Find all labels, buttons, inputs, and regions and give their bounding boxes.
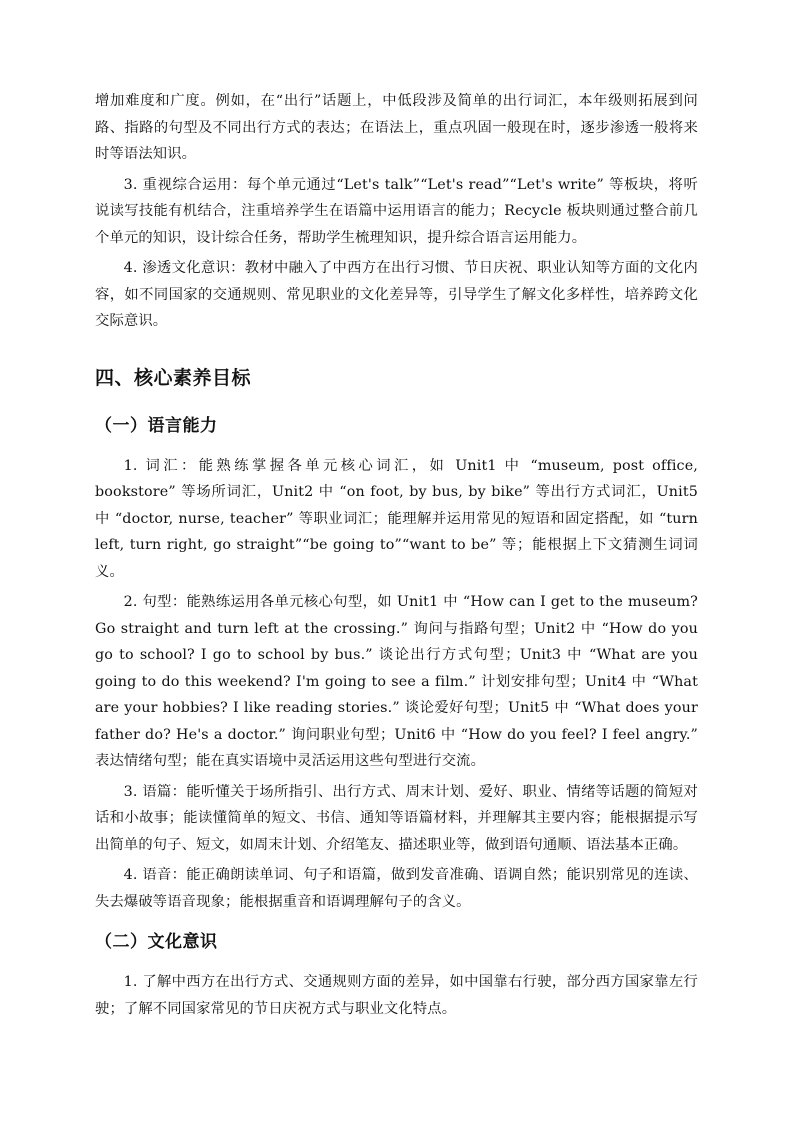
section-heading-core-literacy: 四、核心素养目标 [95,366,252,389]
language-item-vocabulary: 1. 词汇：能熟练掌握各单元核心词汇，如 Unit1 中 “museum, post office, bookstore” 等场所词汇，Unit2 中 “on foot, by bus, by bike” 等出行方式词汇，Unit5 中 “doctor, nurse, teacher” 等职业词汇；能理解并运用常见的短语和固定搭配，如 “turn left, turn right, go straight”“be going to”“want to be” 等；能根据上下文猜测生词词义。 [95,457,698,580]
subsection-heading-cultural-awareness: （二）文化意识 [95,932,218,952]
language-item-sentence-patterns: 2. 句型：能熟练运用各单元核心句型，如 Unit1 中 “How can I get to the museum? Go straight and turn left at the crossing.” 询问与指路句型；Unit2 中 “How do you go to school? I go to school by bus.” 谈论出行方式句型；Unit3 中 “What are you going to do this weekend? I'm going to see a film.” 计划安排句型；Unit4 中 “What are your hobbies? I like reading stories.” 谈论爱好句型；Unit5 中 “What does your father do? He's a doctor.” 询问职业句型；Unit6 中 “How do you feel? I feel angry.” 表达情绪句型；能在真实语境中灵活运用这些句型进行交流。 [95,594,698,769]
page-content [95,88,698,1026]
intro-continuation-paragraph: 增加难度和广度。例如，在“出行”话题上，中低段涉及简单的出行词汇，本年级则拓展到问路、指路的句型及不同出行方式的表达；在语法上，重点巩固一般现在时，逐步渗透一般将来时等语法知识。 [95,93,698,162]
point-cultural-infusion: 4. 渗透文化意识：教材中融入了中西方在出行习惯、节日庆祝、职业认知等方面的文化内容，如不同国家的交通规则、常见职业的文化差异等，引导学生了解文化多样性，培养跨文化交际意识。 [95,260,698,329]
subsection-heading-language-ability: （一）语言能力 [95,415,218,436]
point-comprehensive-use: 3. 重视综合运用：每个单元通过“Let's talk”“Let's read”“Let's write” 等板块，将听说读写技能有机结合，注重培养学生在语篇中运用语言的能力；Recycle 板块则通过整合前几个单元的知识，设计综合任务，帮助学生梳理知识，提升综合语言运用能力。 [95,176,698,246]
culture-item-traffic-differences: 1. 了解中西方在出行方式、交通规则方面的差异，如中国靠右行驶，部分西方国家靠左行驶；了解不同国家常见的节日庆祝方式与职业文化特点。 [95,974,698,1017]
language-item-phonetics: 4. 语音：能正确朗读单词、句子和语篇，做到发音准确、语调自然；能识别常见的连读、失去爆破等语音现象；能根据重音和语调理解句子的含义。 [95,867,698,910]
language-item-discourse: 3. 语篇：能听懂关于场所指引、出行方式、周末计划、爱好、职业、情绪等话题的简短对话和小故事；能读懂简单的短文、书信、通知等语篇材料，并理解其主要内容；能根据提示写出简单的句子、短文，如周末计划、介绍笔友、描述职业等，做到语句通顺、语法基本正确。 [95,783,698,853]
